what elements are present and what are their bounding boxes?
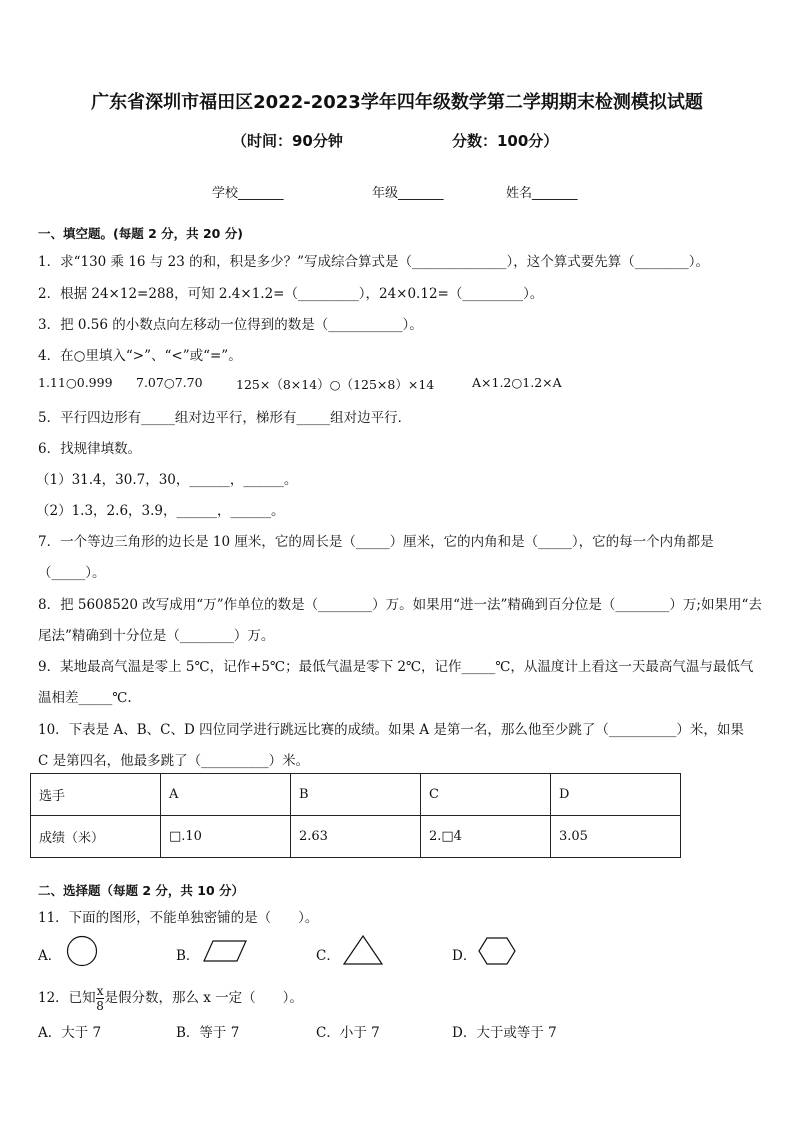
fraction-numerator: x: [96, 984, 104, 998]
question-11: 11．下面的图形，不能单独密铺的是（ ）。: [38, 910, 319, 926]
q12-option-d[interactable]: D．大于或等于 7: [452, 1025, 557, 1041]
q11-option-a[interactable]: A．: [38, 948, 62, 964]
q12-option-c[interactable]: C．小于 7: [316, 1025, 380, 1041]
q4-item-3: 125×（8×14）○（125×8）×14: [236, 377, 435, 392]
question-7-line-1: 7．一个等边三角形的边长是 10 厘米，它的周长是（_____）厘米，它的内角和是（_____），它的每一个内角都是: [38, 534, 714, 550]
q11-option-d[interactable]: D．: [452, 948, 477, 964]
page-title: 广东省深圳市福田区2022-2023学年四年级数学第二学期期末检测模拟试题: [91, 92, 703, 113]
question-2: 2．根据 24×12=288，可知 2.4×1.2=（_________），24×0.12=（_________）。: [38, 286, 544, 302]
table-cell: B: [291, 774, 421, 816]
question-8-line-2: 尾法”精确到十分位是（________）万。: [38, 628, 275, 644]
q12-prefix: 12．已知: [38, 990, 96, 1006]
question-3: 3．把 0.56 的小数点向左移动一位得到的数是（___________）。: [38, 317, 423, 333]
table-cell: 选手: [31, 774, 161, 816]
scores-table: [30, 773, 681, 858]
section1-heading: 一、填空题。(每题 2 分，共 20 分): [38, 226, 243, 241]
triangle-shape: [343, 935, 383, 965]
q12-option-a[interactable]: A．大于 7: [38, 1025, 102, 1041]
question-12: [38, 984, 303, 1013]
table-header-row: [31, 774, 681, 816]
question-9-line-1: 9．某地最高气温是零上 5℃，记作+5℃；最低气温是零下 2℃，记作_____℃，从温度计上看这一天最高气温与最低气: [38, 659, 754, 675]
question-8-line-1: 8．把 5608520 改写成用“万”作单位的数是（________）万。如果用“进一法”精确到百分位是（________）万;如果用“去: [38, 597, 762, 613]
fraction-denominator: 8: [96, 999, 104, 1013]
section2-heading: 二、选择题（每题 2 分，共 10 分）: [38, 883, 245, 898]
q11-option-b[interactable]: B．: [176, 948, 200, 964]
question-10-line-2: C 是第四名，他最多跳了（__________）米。: [38, 753, 310, 769]
question-9-line-2: 温相差_____℃.: [38, 690, 132, 706]
grade-field[interactable]: 年级_______: [372, 186, 444, 201]
table-cell: 2.□4: [421, 816, 551, 858]
q4-item-4: A×1.2○1.2×A: [472, 375, 562, 390]
table-cell: A: [161, 774, 291, 816]
q12-suffix: 是假分数，那么 x 一定（ ）。: [104, 990, 303, 1006]
question-6-part-1: （1）31.4，30.7，30，______，______。: [36, 472, 298, 488]
hexagon-shape: [478, 937, 516, 965]
table-cell: □.10: [161, 816, 291, 858]
table-cell: 成绩（米）: [31, 816, 161, 858]
table-cell: 2.63: [291, 816, 421, 858]
question-10-line-1: 10．下表是 A、B、C、D 四位同学进行跳远比赛的成绩。如果 A 是第一名，那么他至少跳了（__________）米，如果: [38, 722, 744, 738]
circle-shape: [66, 935, 98, 967]
q4-item-1: 1.11○0.999: [38, 375, 113, 390]
exam-score: 分数：100分）: [452, 132, 559, 150]
table-cell: 3.05: [551, 816, 681, 858]
parallelogram-shape: [203, 940, 247, 962]
question-6-part-2: （2）1.3，2.6，3.9，______，______。: [36, 503, 285, 519]
question-4: 4．在○里填入“>”、“<”或“=”。: [38, 348, 242, 364]
table-row: [31, 816, 681, 858]
q12-option-b[interactable]: B．等于 7: [176, 1025, 240, 1041]
question-6: 6．找规律填数。: [38, 441, 142, 457]
name-field[interactable]: 姓名_______: [506, 186, 578, 201]
question-7-line-2: （_____）。: [38, 565, 106, 581]
table-cell: C: [421, 774, 551, 816]
school-field[interactable]: 学校_______: [212, 186, 284, 201]
q4-item-2: 7.07○7.70: [136, 375, 203, 390]
table-cell: D: [551, 774, 681, 816]
question-1: 1．求“130 乘 16 与 23 的和，积是多少？”写成综合算式是（______________），这个算式要先算（________）。: [38, 254, 709, 270]
q11-option-c[interactable]: C．: [316, 948, 340, 964]
exam-time: （时间：90分钟: [232, 132, 343, 150]
question-5: 5．平行四边形有_____组对边平行，梯形有_____组对边平行．: [38, 410, 412, 426]
